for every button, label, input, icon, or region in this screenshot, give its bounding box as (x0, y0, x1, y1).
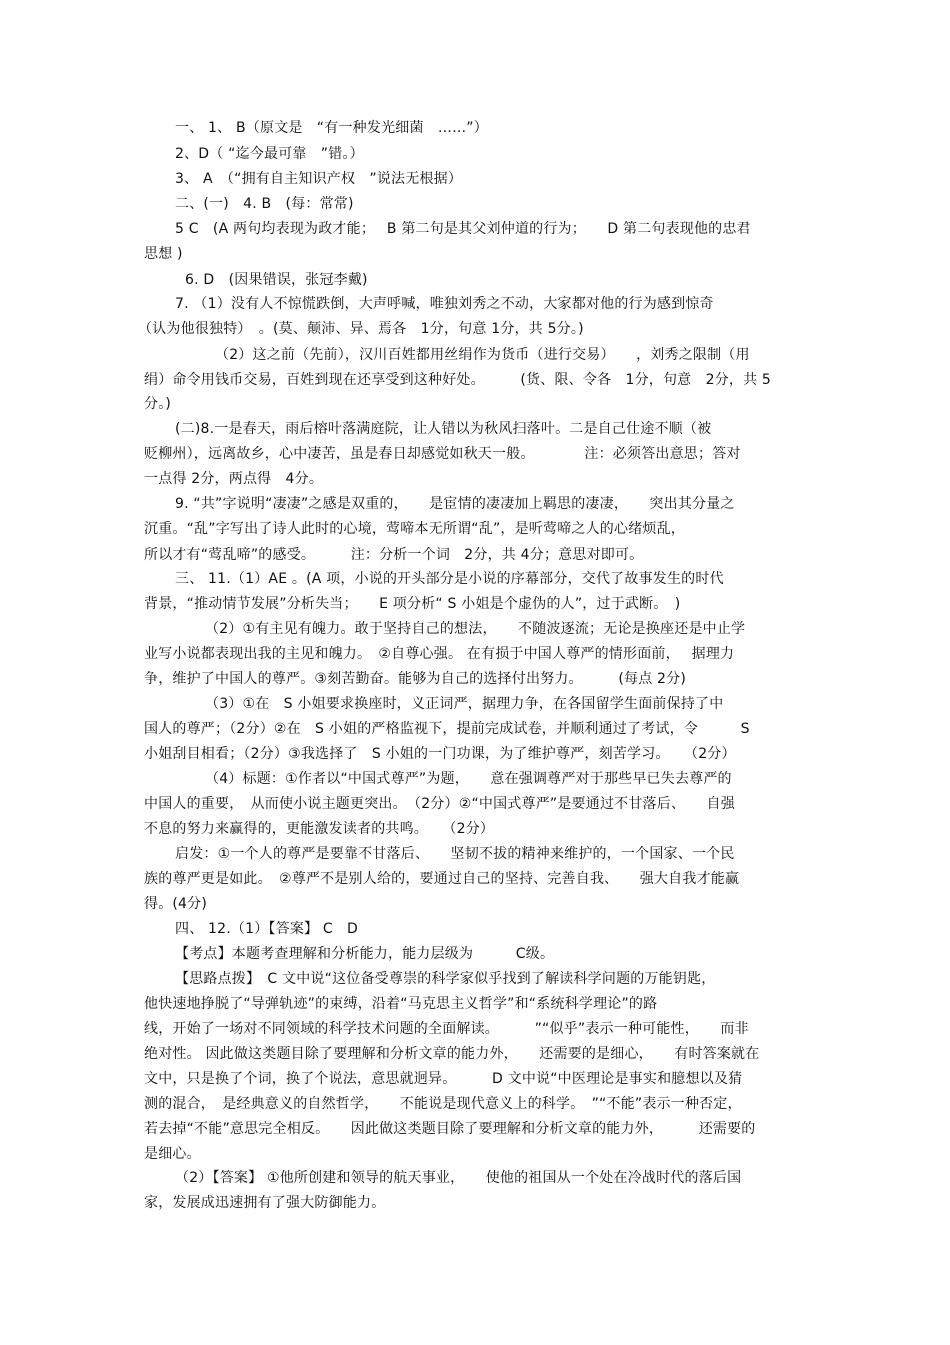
answer-line: 国人的尊严；（2分）②在 S 小姐的严格监视下，提前完成试卷，并顺利通过了考试，令 S (144, 721, 750, 737)
answer-line: （认为他很独特） 。(莫、颠沛、异、焉各 1分，句意 1分，共 5分。) (138, 321, 584, 337)
answer-line: 一点得 2分，两点得 4分。 (144, 471, 324, 487)
answer-line: 3、 A （“拥有自主知识产权 ”说法无根据） (175, 171, 463, 187)
answer-line: （4）标题：①作者以“中国式尊严”为题， 意在强调尊严对于那些早已失去尊严的 (205, 771, 732, 787)
answer-line: 争，维护了中国人的尊严。③刻苦勤奋。能够为自己的选择付出努力。 (每点 2分) (144, 671, 687, 687)
answer-line: 得。(4分) (144, 896, 208, 912)
answer-line: 家，发展成迅速拥有了强大防御能力。 (144, 1195, 386, 1211)
answer-line: 业写小说都表现出我的主见和魄力。 ②自尊心强。 在有损于中国人尊严的情形面前， 据理力 (144, 646, 735, 662)
answer-line: 启发：①一个人的尊严是要靠不甘落后、 坚韧不拔的精神来维护的，一个国家、一个民 (175, 846, 735, 862)
answer-line: 所以才有“莺乱啼”的感受。 注：分析一个词 2分，共 4分；意思对即可。 (144, 547, 644, 563)
answer-line: 若去掉“不能”意思完全相反。 因此做这类题目除了要理解和分析文章的能力外， 还需要的 (144, 1121, 756, 1137)
answer-line: 文中，只是换了个词，换了个说法，意思就迥异。 D 文中说“中医理论是事实和臆想以及猜 (144, 1071, 743, 1087)
answer-line: 9. “共”字说明“凄凄”之感是双重的， 是宦情的凄凄加上羁思的凄凄， 突出其分量之 (175, 496, 735, 512)
answer-line: 沉重。“乱”字写出了诗人此时的心境，莺啼本无所谓“乱”，是听莺啼之人的心绪烦乱， (144, 521, 686, 537)
answer-line: 族的尊严更是如此。 ②尊严不是别人给的，要通过自己的坚持、完善自我、 强大自我才能赢 (144, 871, 740, 887)
answer-line: 三、 11.（1）AE 。(A 项，小说的开头部分是小说的序幕部分，交代了故事发生的时代 (175, 571, 724, 587)
answer-line: 他快速地挣脱了“导弹轨迹”的束缚，沿着“马克思主义哲学”和“系统科学理论”的路 (144, 996, 658, 1012)
answer-line: 2、D（ “迄今最可靠 ”错。） (175, 146, 364, 162)
answer-line: 思想 ) (144, 246, 183, 262)
answer-line: 二、(一) 4. B (每：常常) (175, 196, 354, 212)
answer-line: 7. （1）没有人不惊慌跌倒，大声呼喊，唯独刘秀之不动，大家都对他的行为感到惊奇 (175, 296, 714, 312)
answer-line: 一、 1、 B（原文是 “有一种发光细菌 ……”） (175, 120, 488, 136)
answer-line: 背景，“推动情节发展”分析失当； E 项分析“ S 小姐是个虚伪的人”，过于武断。 ) (144, 596, 681, 612)
answer-line: 测的混合， 是经典意义的自然哲学， 不能说是现代意义上的科学。 ”“不能”表示一种否定， (144, 1096, 742, 1112)
answer-line: 【思路点拨】 C 文中说“这位备受尊崇的科学家似乎找到了解读科学问题的万能钥匙， (175, 971, 716, 987)
answer-line: 绝对性。 因此做这类题目除了要理解和分析文章的能力外， 还需要的是细心， 有时答案就在 (144, 1046, 760, 1062)
answer-line: 中国人的重要， 从而使小说主题更突出。 （2分）②“中国式尊严”是要通过不甘落后、 自强 (144, 796, 735, 812)
answer-line: 贬柳州），远离故乡，心中凄苦，虽是春日却感觉如秋天一般。 注：必须答出意思；答对 (144, 446, 741, 462)
answer-line: 不息的努力来赢得的，更能激发读者的共鸣。 （2分） (144, 821, 495, 837)
answer-line: 5 C (A 两句均表现为政才能； B 第二句是其父刘仲道的行为； D 第二句表现他的忠君 (175, 221, 751, 237)
answer-line: 四、 12.（1）【答案】 C D (175, 921, 359, 937)
answer-line: 6. D (因果错误，张冠李戴) (185, 272, 368, 288)
answer-line: （3）①在 S 小姐要求换座时，义正词严，据理力争，在各国留学生面前保持了中 (205, 696, 724, 712)
answer-line: （2）这之前（先前），汉川百姓都用丝绢作为货币（进行交易） ，刘秀之限制（用 (215, 347, 750, 363)
answer-line: 线，开始了一场对不同领域的科学技术问题的全面解读。 ”“似乎”表示一种可能性， 而非 (144, 1021, 749, 1037)
answer-line: （2）【答案】 ①他所创建和领导的航天事业， 使他的祖国从一个处在冷战时代的落后国 (175, 1170, 742, 1186)
answer-line: 是细心。 (144, 1146, 201, 1162)
answer-line: (二)8.一是春天，雨后榕叶落满庭院，让人错以为秋风扫落叶。二是自己仕途不顺（被 (175, 421, 712, 437)
answer-line: 绢）命令用钱币交易，百姓到现在还享受到这种好处。 (货、限、令各 1分，句意 2分，共 5 (144, 372, 772, 388)
answer-line: 分。) (144, 396, 172, 412)
answer-line: 小姐刮目相看；（2分）③我选择了 S 小姐的一门功课，为了维护尊严，刻苦学习。 （2分） (144, 746, 736, 762)
answer-line: 【考点】本题考查理解和分析能力，能力层级为 C级。 (175, 946, 555, 962)
answer-line: （2）①有主见有魄力。敢于坚持自己的想法， 不随波逐流；无论是换座还是中止学 (205, 621, 746, 637)
